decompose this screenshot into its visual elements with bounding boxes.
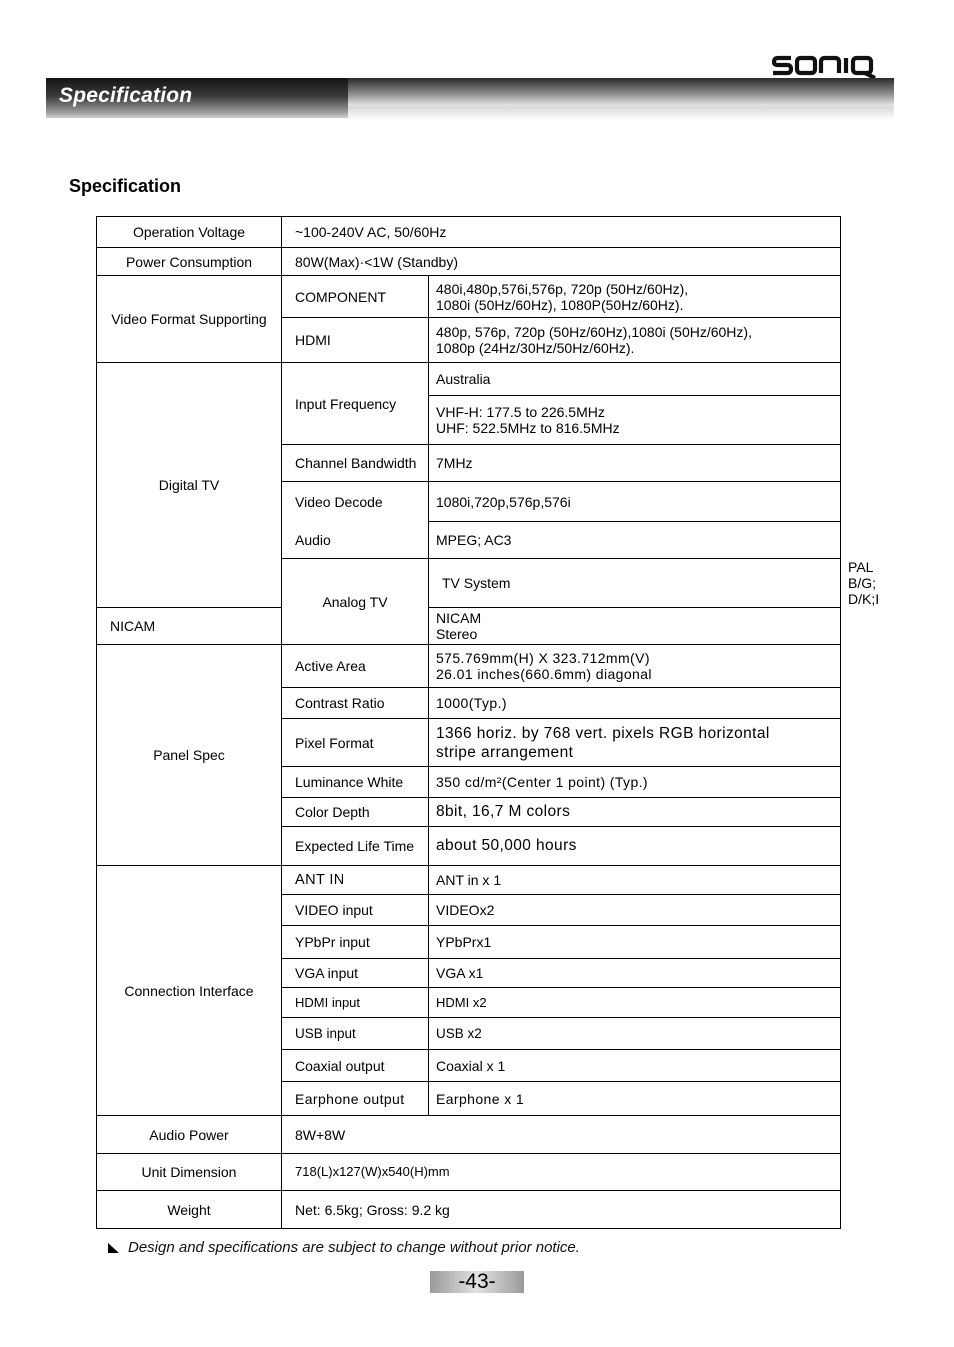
value-unit-dimension: 718(L)x127(W)x540(H)mm <box>282 1154 841 1191</box>
value-channel-bandwidth: 7MHz <box>429 445 841 482</box>
spec-row-video-component <box>97 276 841 318</box>
value-weight: Net: 6.5kg; Gross: 9.2 kg <box>282 1191 841 1229</box>
spec-row-unit-dimension <box>97 1154 841 1191</box>
value-active-area <box>429 645 841 688</box>
soniq-logo <box>772 52 878 80</box>
value-usb-input: USB x2 <box>429 1018 841 1050</box>
value-vga-input: VGA x1 <box>429 959 841 988</box>
label-panel-spec: Panel Spec <box>97 645 282 866</box>
label-unit-dimension: Unit Dimension <box>97 1154 282 1191</box>
page-number: -43- <box>430 1271 524 1293</box>
spec-row-nicam <box>97 608 841 645</box>
label-analog-tv: Analog TV <box>282 559 429 645</box>
label-video-format: Video Format Supporting <box>97 276 282 363</box>
spec-row-audio-power <box>97 1116 841 1154</box>
label-audio-power: Audio Power <box>97 1116 282 1154</box>
label-nicam: NICAM <box>97 608 282 645</box>
label-ypbpr-input: YPbPr input <box>282 926 429 959</box>
spec-row-power-consumption <box>97 248 841 276</box>
label-coaxial-output: Coaxial output <box>282 1050 429 1082</box>
label-ant-in: ANT IN <box>282 866 429 895</box>
page-title: Specification <box>59 84 193 107</box>
footnote-text: Design and specifications are subject to change without prior notice. <box>128 1239 580 1256</box>
label-vga-input: VGA input <box>282 959 429 988</box>
footnote <box>108 1239 580 1256</box>
pointer-icon <box>108 1243 119 1253</box>
label-hdmi-format: HDMI <box>282 318 429 363</box>
value-ant-in: ANT in x 1 <box>429 866 841 895</box>
label-color-depth: Color Depth <box>282 798 429 827</box>
label-operation-voltage: Operation Voltage <box>97 217 282 248</box>
section-heading: Specification <box>69 176 182 196</box>
value-audio-power: 8W+8W <box>282 1116 841 1154</box>
label-weight: Weight <box>97 1191 282 1229</box>
spec-row-tv-system: Analog TV TV System PAL B/G; D/K;I <box>97 559 841 608</box>
value-ypbpr-input: YPbPrx1 <box>429 926 841 959</box>
value-component-line1: 480i,480p,576i,576p, 720p (50Hz/60Hz), <box>436 280 689 297</box>
value-video-decode: 1080i,720p,576p,576i <box>429 482 841 522</box>
spec-row-weight <box>97 1191 841 1229</box>
value-operation-voltage: ~100-240V AC, 50/60Hz <box>282 217 841 248</box>
spec-row-ant <box>97 866 841 895</box>
value-hdmi-format <box>429 318 841 363</box>
label-expected-life-time: Expected Life Time <box>282 827 429 866</box>
label-active-area: Active Area <box>282 645 429 688</box>
value-earphone-output: Earphone x 1 <box>429 1082 841 1116</box>
label-digital-tv: Digital TV <box>97 363 282 608</box>
value-hdmi-format-line2: 1080p (24Hz/30Hz/50Hz/60Hz). <box>436 340 635 356</box>
spec-table <box>96 216 880 1229</box>
value-contrast-ratio: 1000(Typ.) <box>429 688 841 719</box>
label-channel-bandwidth: Channel Bandwidth <box>282 445 429 482</box>
value-nicam <box>429 608 841 645</box>
value-expected-life-time: about 50,000 hours <box>429 827 841 866</box>
value-input-frequency <box>429 396 841 445</box>
value-hdmi-input: HDMI x2 <box>429 988 841 1018</box>
value-audio: MPEG; AC3 <box>429 522 841 559</box>
spec-row-operation-voltage <box>97 217 841 248</box>
value-component-line2: 1080i (50Hz/60Hz), 1080P(50Hz/60Hz). <box>436 296 684 313</box>
value-vhf: VHF-H: 177.5 to 226.5MHz <box>436 404 605 420</box>
value-active-area-line2: 26.01 inches(660.6mm) diagonal <box>436 666 652 682</box>
label-component: COMPONENT <box>282 276 429 318</box>
value-uhf: UHF: 522.5MHz to 816.5MHz <box>436 420 620 436</box>
value-hdmi-format-line1: 480p, 576p, 720p (50Hz/60Hz),1080i (50Hz/60Hz), <box>436 324 752 340</box>
value-power-consumption: 80W(Max)·<1W (Standby) <box>282 248 841 276</box>
spec-row-dtv-region <box>97 363 841 396</box>
label-earphone-output: Earphone output <box>282 1082 429 1116</box>
value-component <box>429 276 841 318</box>
label-power-consumption: Power Consumption <box>97 248 282 276</box>
value-nicam-line1: NICAM <box>436 610 482 626</box>
value-pixel-format-line1: 1366 horiz. by 768 vert. pixels RGB horizontal <box>436 724 770 742</box>
label-video-decode: Video Decode <box>282 482 429 522</box>
label-contrast-ratio: Contrast Ratio <box>282 688 429 719</box>
label-hdmi-input: HDMI input <box>282 988 429 1018</box>
label-input-frequency: Input Frequency <box>282 363 429 445</box>
value-color-depth: 8bit, 16,7 M colors <box>429 798 841 827</box>
value-active-area-line1: 575.769mm(H) X 323.712mm(V) <box>436 650 650 666</box>
value-video-input: VIDEOx2 <box>429 895 841 926</box>
value-pixel-format-line2: stripe arrangement <box>436 743 574 761</box>
value-luminance-white: 350 cd/m²(Center 1 point) (Typ.) <box>429 767 841 798</box>
label-video-input: VIDEO input <box>282 895 429 926</box>
value-nicam-line2: Stereo <box>436 626 478 642</box>
label-tv-system: TV System <box>429 559 841 608</box>
spec-row-active-area <box>97 645 841 688</box>
value-coaxial-output: Coaxial x 1 <box>429 1050 841 1082</box>
label-usb-input: USB input <box>282 1018 429 1050</box>
label-luminance-white: Luminance White <box>282 767 429 798</box>
label-audio: Audio <box>282 522 429 559</box>
label-connection-interface: Connection Interface <box>97 866 282 1116</box>
value-pixel-format <box>429 719 841 767</box>
value-input-region: Australia <box>429 363 841 396</box>
label-pixel-format: Pixel Format <box>282 719 429 767</box>
